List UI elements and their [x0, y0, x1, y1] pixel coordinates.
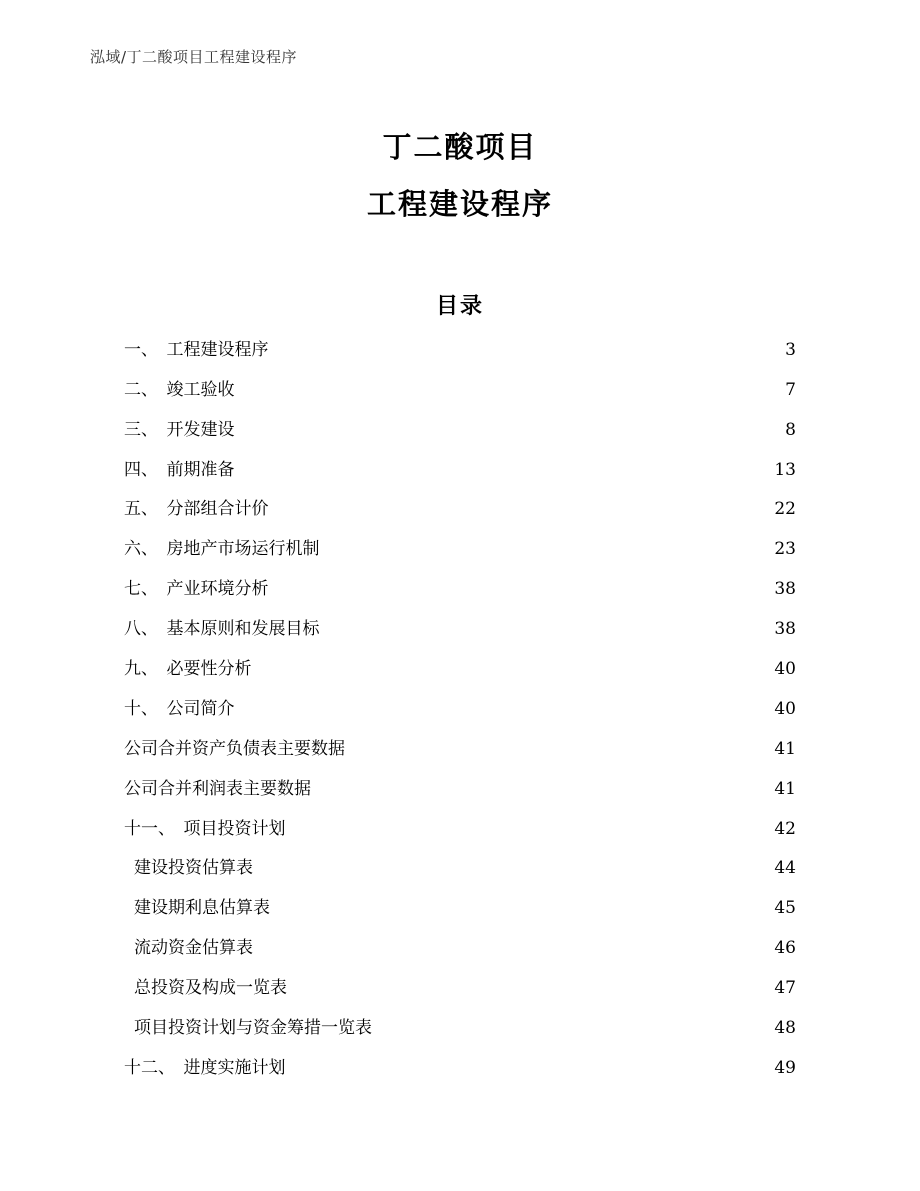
toc-entry-label: 公司合并利润表主要数据: [124, 778, 311, 799]
document-breadcrumb: 泓域/丁二酸项目工程建设程序: [90, 48, 298, 66]
page-title: 丁二酸项目: [382, 130, 538, 164]
toc-entry-page-number: 45: [774, 898, 796, 919]
toc-entry[interactable]: [124, 1058, 796, 1078]
toc-entry[interactable]: [124, 539, 796, 559]
toc-entry[interactable]: [124, 380, 796, 400]
toc-entry[interactable]: [124, 858, 796, 878]
toc-entry[interactable]: [124, 739, 796, 759]
toc-leader-dots: [313, 783, 772, 797]
toc-entry-page-number: 40: [774, 698, 796, 719]
toc-entry-label: 公司合并资产负债表主要数据: [124, 738, 345, 759]
toc-leader-dots: [237, 424, 773, 438]
toc-entry[interactable]: [124, 779, 796, 799]
toc-leader-dots: [271, 504, 773, 518]
toc-entry-page-number: 38: [774, 579, 796, 600]
toc-entry-label: 七、 产业环境分析: [124, 579, 269, 600]
toc-leader-dots: [288, 1062, 773, 1076]
toc-entry-label: 六、 房地产市场运行机制: [124, 539, 320, 560]
toc-entry[interactable]: [124, 898, 796, 918]
toc-leader-dots: [255, 943, 772, 957]
toc-entry-page-number: 8: [785, 419, 796, 440]
toc-entry-label: 项目投资计划与资金筹措一览表: [134, 1018, 372, 1039]
toc-entry[interactable]: [124, 499, 796, 519]
page-subtitle: 工程建设程序: [366, 186, 553, 221]
toc-entry-page-number: 47: [774, 978, 796, 999]
toc-heading: 目录: [435, 293, 484, 319]
toc-entry-label: 四、 前期准备: [124, 459, 235, 480]
toc-entry-label: 三、 开发建设: [124, 419, 235, 440]
toc-entry-label: 十、 公司简介: [124, 698, 235, 719]
toc-leader-dots: [347, 743, 772, 757]
toc-leader-dots: [288, 823, 773, 837]
toc-entry-label: 建设期利息估算表: [134, 898, 270, 919]
toc-entry-page-number: 44: [774, 858, 796, 879]
toc-leader-dots: [272, 903, 772, 917]
toc-entry[interactable]: [124, 619, 796, 639]
toc-entry-page-number: 23: [774, 539, 796, 560]
toc-entry-page-number: 40: [774, 659, 796, 679]
toc-entry-page-number: 13: [774, 459, 796, 480]
document-title-block: [88, 125, 832, 227]
toc-entry-label: 流动资金估算表: [134, 938, 253, 959]
toc-leader-dots: [254, 663, 773, 677]
toc-entry-page-number: 7: [785, 379, 796, 400]
toc-entry[interactable]: [124, 420, 796, 440]
toc-entry[interactable]: [124, 699, 796, 719]
toc-entry-page-number: 22: [774, 499, 796, 520]
toc-entry-label: 二、 竣工验收: [124, 379, 235, 400]
toc-entry-page-number: 3: [785, 339, 796, 360]
toc-entry-page-number: 41: [774, 738, 796, 759]
toc-leader-dots: [289, 983, 772, 997]
toc-entry-label: 五、 分部组合计价: [124, 499, 269, 520]
toc-entry[interactable]: [124, 460, 796, 480]
table-of-contents: [88, 340, 832, 1078]
toc-entry-label: 一、 工程建设程序: [124, 339, 269, 360]
toc-entry-label: 八、 基本原则和发展目标: [124, 619, 320, 640]
toc-leader-dots: [237, 464, 773, 478]
toc-entry[interactable]: [124, 340, 796, 360]
toc-entry-page-number: 38: [774, 619, 796, 640]
toc-leader-dots: [237, 384, 773, 398]
toc-entry-label: 十一、 项目投资计划: [124, 818, 286, 839]
toc-entry-label: 十二、 进度实施计划: [124, 1057, 286, 1078]
toc-leader-dots: [271, 584, 773, 598]
toc-leader-dots: [322, 624, 773, 638]
toc-entry[interactable]: [124, 579, 796, 599]
toc-entry-label: 建设投资估算表: [134, 858, 253, 879]
toc-entry[interactable]: [124, 819, 796, 839]
toc-entry-page-number: 48: [774, 1018, 796, 1039]
toc-entry[interactable]: [124, 659, 796, 679]
toc-entry-page-number: 41: [774, 778, 796, 799]
toc-entry[interactable]: [124, 978, 796, 998]
toc-entry-label: 九、 必要性分析: [124, 659, 252, 679]
toc-entry-page-number: 49: [774, 1057, 796, 1078]
toc-entry-page-number: 46: [774, 938, 796, 959]
toc-leader-dots: [255, 863, 772, 877]
toc-entry[interactable]: [124, 938, 796, 958]
toc-entry-label: 总投资及构成一览表: [134, 978, 287, 999]
toc-leader-dots: [322, 544, 773, 558]
toc-leader-dots: [374, 1022, 772, 1036]
toc-entry[interactable]: [124, 1018, 796, 1038]
toc-entry-page-number: 42: [774, 818, 796, 839]
toc-leader-dots: [271, 344, 773, 358]
toc-leader-dots: [237, 703, 773, 717]
